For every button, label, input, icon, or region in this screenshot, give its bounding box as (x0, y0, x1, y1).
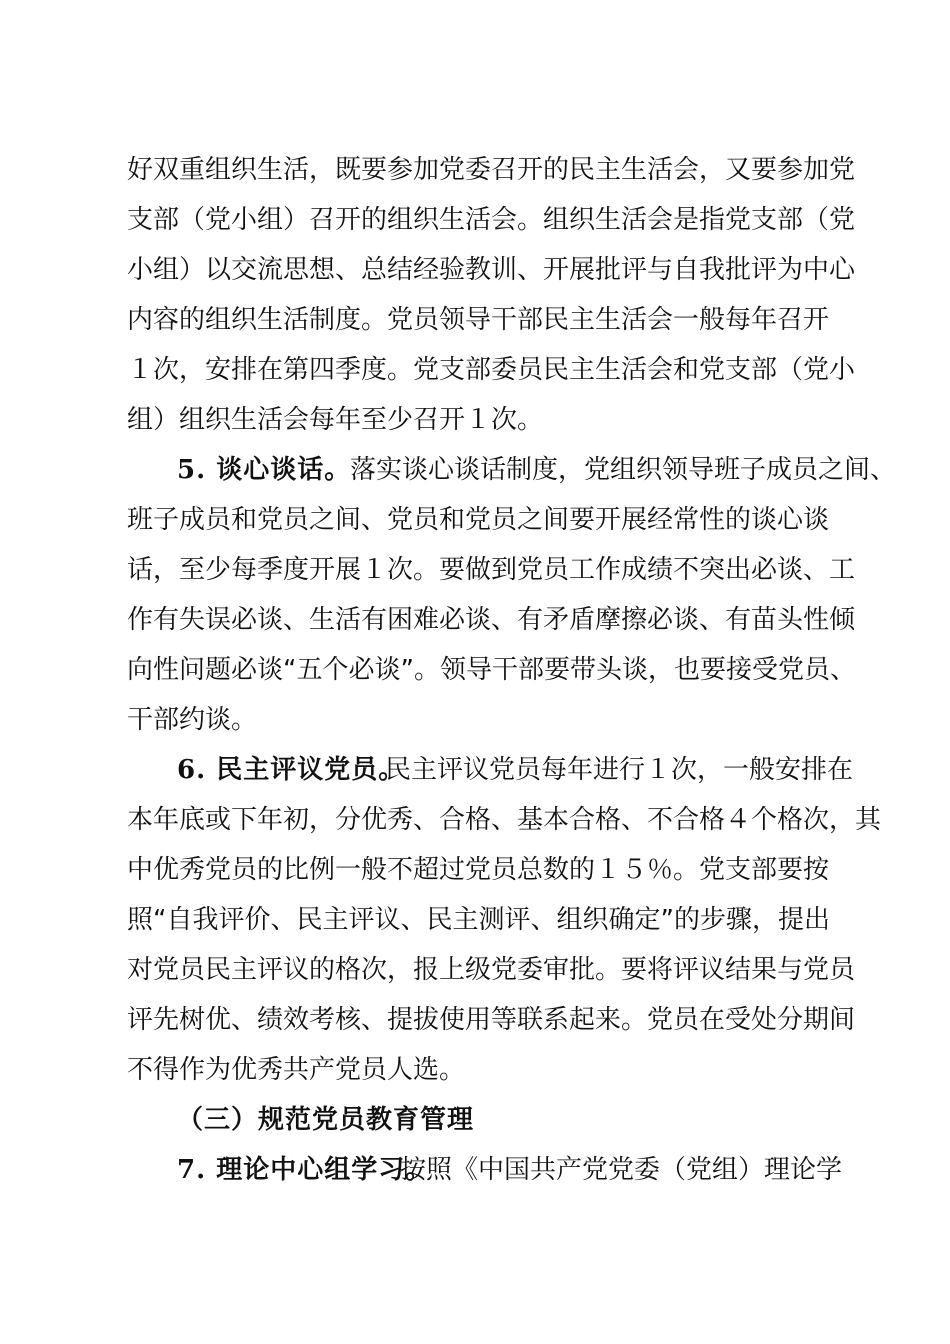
paragraph-line (0, 802, 950, 838)
section-heading-line (0, 1102, 950, 1138)
line-text: 照“自我评价、民主评议、民主测评、组织确定”的步骤，提出 (127, 905, 830, 935)
paragraph-line (0, 1002, 950, 1038)
paragraph-line (0, 602, 950, 638)
line-text: 班子成员和党员之间、党员和党员之间要开展经常性的谈心谈 (127, 505, 830, 535)
paragraph-line (0, 352, 950, 388)
paragraph-line (0, 752, 950, 788)
line-text: 本年底或下年初，分优秀、合格、基本合格、不合格４个格次，其 (127, 805, 882, 835)
line-text: 内容的组织生活制度。党员领导干部民主生活会一般每年召开 (127, 305, 830, 335)
paragraph-line (0, 952, 950, 988)
line-text: １次，安排在第四季度。党支部委员民主生活会和党支部（党小 (127, 355, 856, 385)
line-text: 话，至少每季度开展１次。要做到党员工作成绩不突出必谈、工 (127, 555, 856, 585)
paragraph-line (0, 852, 950, 888)
paragraph-line (0, 1052, 950, 1088)
paragraph-line (0, 152, 950, 188)
line-text: 好双重组织生活，既要参加党委召开的民主生活会，又要参加党 (127, 155, 856, 185)
paragraph-line (0, 652, 950, 688)
line-text: 对党员民主评议的格次，报上级党委审批。要将评议结果与党员 (127, 955, 856, 985)
line-text: 中优秀党员的比例一般不超过党员总数的１５％。党支部要按 (127, 855, 830, 885)
line-text: 落实谈心谈话制度，党组织领导班子成员之间、 (350, 455, 897, 485)
paragraph-line (0, 302, 950, 338)
paragraph-line (0, 552, 950, 588)
paragraph-line (0, 902, 950, 938)
paragraph-line (0, 1152, 950, 1188)
heading-study: 7. 理论中心组学习。 (177, 1155, 433, 1185)
heading-review: 6. 民主评议党员。 (177, 755, 406, 785)
paragraph-line (0, 452, 950, 488)
line-text: 评先树优、绩效考核、提拔使用等联系起来。党员在受处分期间 (127, 1005, 856, 1035)
line-text: 组）组织生活会每年至少召开１次。 (127, 405, 544, 435)
line-text: 按照《中国共产党党委（党组）理论学 (400, 1155, 843, 1185)
line-text: 民主评议党员每年进行１次，一般安排在 (385, 755, 854, 785)
line-text: 作有失误必谈、生活有困难必谈、有矛盾摩擦必谈、有苗头性倾 (127, 605, 856, 635)
paragraph-line (0, 252, 950, 288)
line-text: 不得作为优秀共产党员人选。 (127, 1055, 466, 1085)
line-text: 支部（党小组）召开的组织生活会。组织生活会是指党支部（党 (127, 205, 856, 235)
paragraph-line (0, 402, 950, 438)
line-text: 向性问题必谈“五个必谈”。领导干部要带头谈，也要接受党员、 (127, 655, 856, 685)
paragraph-line (0, 702, 950, 738)
section-heading: （三）规范党员教育管理 (177, 1105, 475, 1135)
paragraph-line (0, 202, 950, 238)
line-text: 小组）以交流思想、总结经验教训、开展批评与自我批评为中心 (127, 255, 856, 285)
heading-talk: 5. 谈心谈话。 (177, 455, 352, 485)
paragraph-line (0, 502, 950, 538)
line-text: 干部约谈。 (127, 705, 258, 735)
